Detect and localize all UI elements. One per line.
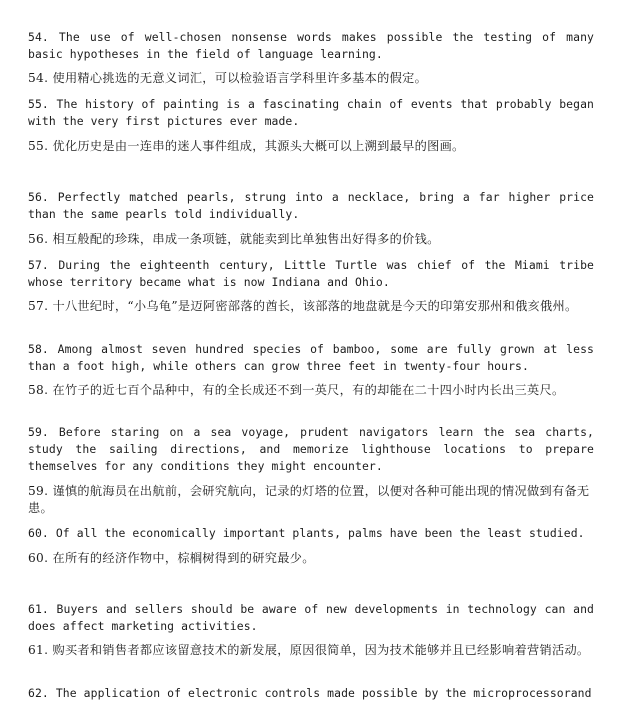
sentence-54-english: 54. The use of well-chosen nonsense words makes possible the testing of many basic hypotheses in the field of language learning. bbox=[28, 30, 594, 61]
sentence-60-chinese: 60. 在所有的经济作物中，棕榈树得到的研究最少。 bbox=[28, 551, 315, 565]
sentence-57-chinese: 57. 十八世纪时，“小乌龟”是迈阿密部落的酋长，该部落的地盘就是今天的印第安那州和俄亥俄州。 bbox=[28, 299, 578, 313]
sentence-56-chinese: 56. 相互般配的珍珠，串成一条项链，就能卖到比单独售出好得多的价钱。 bbox=[28, 232, 440, 246]
sentence-56-english: 56. Perfectly matched pearls, strung into a necklace, bring a far higher price than the same pearls told individually. bbox=[28, 190, 594, 221]
sentence-62-english: 62. The application of electronic controls made possible by the microprocessorand bbox=[28, 686, 592, 700]
sentence-61-chinese: 61. 购买者和销售者都应该留意技术的新发展，原因很简单，因为技术能够并且已经影响着营销活动。 bbox=[28, 643, 590, 657]
sentence-59-english: 59. Before staring on a sea voyage, prudent navigators learn the sea charts, study the sailing directions, and memorize lighthouse locations to prepare themselves for any conditions they might encounter. bbox=[28, 425, 594, 473]
sentence-55-chinese: 55. 优化历史是由一连串的迷人事件组成，其源头大概可以上溯到最早的图画。 bbox=[28, 139, 465, 153]
sentence-58-english: 58. Among almost seven hundred species of bamboo, some are fully grown at less than a foot high, while others can grow three feet in twenty-four hours. bbox=[28, 342, 594, 373]
sentence-55-english: 55. The history of painting is a fascinating chain of events that probably began with the very first pictures ever made. bbox=[28, 97, 594, 128]
sentence-59-chinese: 59. 谨慎的航海员在出航前，会研究航向，记录的灯塔的位置，以便对各种可能出现的情况做到有备无患。 bbox=[28, 484, 590, 515]
sentence-61-english: 61. Buyers and sellers should be aware of new developments in technology can and does affect marketing activities. bbox=[28, 602, 594, 633]
sentence-58-chinese: 58. 在竹子的近七百个品种中，有的全长成还不到一英尺，有的却能在二十四小时内长出三英尺。 bbox=[28, 383, 565, 397]
sentence-60-english: 60. Of all the economically important plants, palms have been the least studied. bbox=[28, 526, 585, 540]
sentence-57-english: 57. During the eighteenth century, Little Turtle was chief of the Miami tribe whose territory became what is now Indiana and Ohio. bbox=[28, 258, 594, 289]
sentence-54-chinese: 54. 使用精心挑选的无意义词汇，可以检验语言学科里许多基本的假定。 bbox=[28, 71, 428, 85]
